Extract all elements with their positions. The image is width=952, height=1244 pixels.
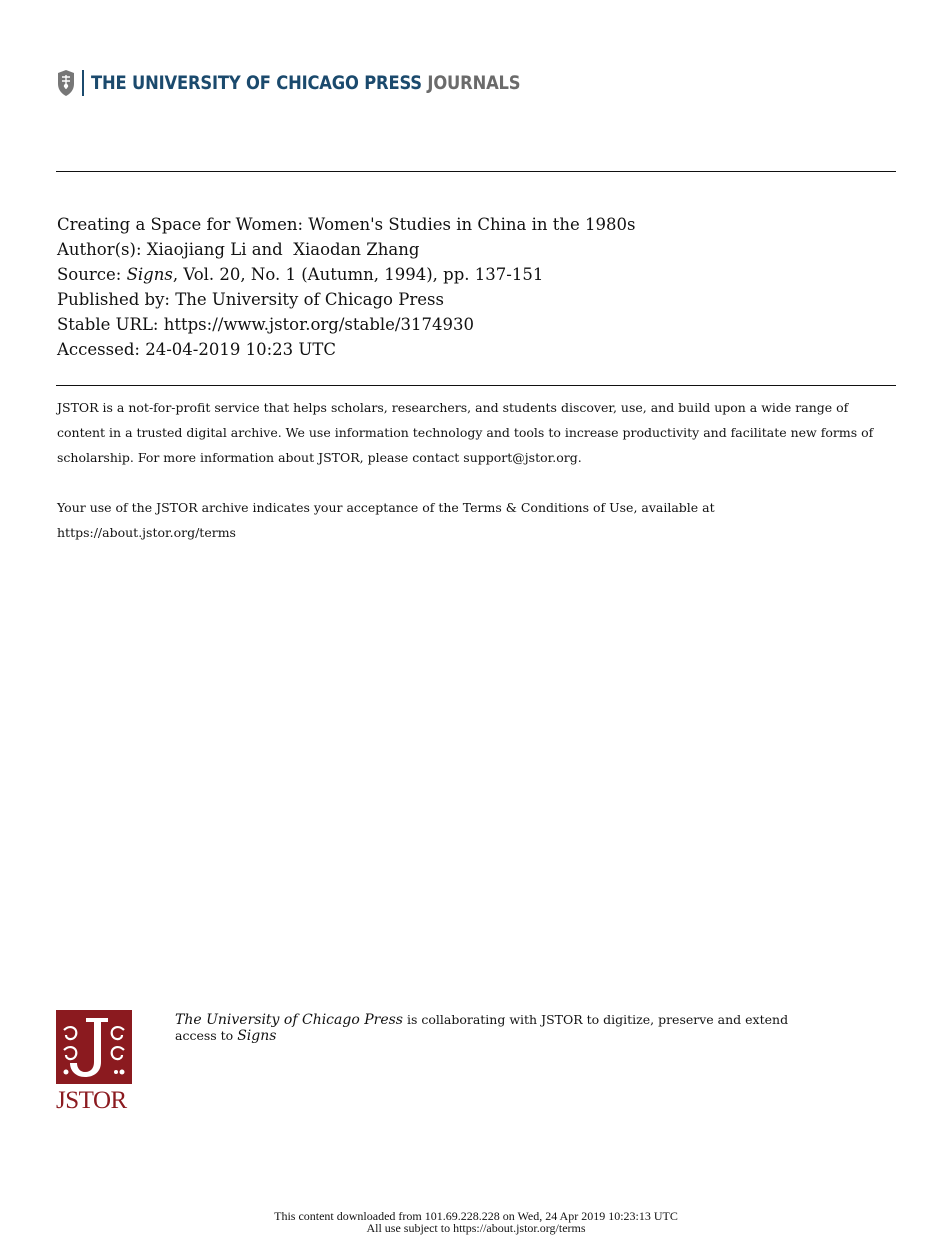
stable-url-line [57, 312, 897, 337]
press-journals-logo [56, 68, 590, 98]
source-details: , Vol. 20, No. 1 (Autumn, 1994), pp. 137-151 [172, 265, 544, 284]
collab-press-name: The University of Chicago Press [175, 1012, 403, 1028]
download-footer [0, 1210, 952, 1234]
notice-paragraph-1: JSTOR is a not-for-profit service that helps scholars, researchers, and students discover, use, and build upon a wide range of content in a trusted digital archive. We use information technology and tools to increase productivity and facilitate new forms of scholarship. For more information about JSTOR, please contact support@jstor.org. [57, 400, 874, 465]
footer-terms: All use subject to https://about.jstor.org/terms [366, 1221, 586, 1235]
press-logo-text [91, 72, 520, 94]
article-title: Creating a Space for Women: Women's Studies in China in the 1980s [57, 215, 636, 234]
authors-line [57, 237, 897, 262]
middle-divider [56, 385, 896, 386]
article-metadata [57, 212, 897, 362]
logo-journals: JOURNALS [427, 72, 521, 94]
publisher-line [57, 287, 897, 312]
top-divider [56, 171, 896, 172]
logo-divider [82, 70, 84, 96]
collaboration-statement [175, 1012, 815, 1044]
authors-value: Xiaojiang Li and Xiaodan Zhang [146, 240, 420, 259]
university-seal-icon [56, 69, 76, 97]
stable-url-label: Stable URL: [57, 315, 159, 334]
accessed-value: 24-04-2019 10:23 UTC [145, 340, 336, 359]
publisher-value: The University of Chicago Press [175, 290, 444, 309]
source-line [57, 262, 897, 287]
collab-text: is collaborating with JSTOR to digitize, preserve and extend access to [175, 1012, 789, 1043]
footer-download-info: This content downloaded from 101.69.228.228 on Wed, 24 Apr 2019 10:23:13 UTC [274, 1209, 678, 1223]
logo-press-name: THE UNIVERSITY OF CHICAGO PRESS [91, 72, 422, 94]
collab-journal: Signs [237, 1028, 277, 1044]
publisher-label: Published by: [57, 290, 170, 309]
jstor-wordmark: JSTOR [56, 1087, 127, 1114]
authors-label: Author(s): [57, 240, 142, 259]
accessed-label: Accessed: [57, 340, 140, 359]
stable-url-link[interactable]: https://www.jstor.org/stable/3174930 [163, 315, 474, 334]
jstor-logo [56, 1010, 134, 1114]
jstor-emblem-icon [56, 1010, 132, 1084]
source-journal: Signs [126, 265, 173, 284]
accessed-line [57, 337, 897, 362]
jstor-notice [57, 395, 897, 545]
notice-paragraph-2: Your use of the JSTOR archive indicates your acceptance of the Terms & Conditions of Use, available at https://about.jstor.org/terms [57, 500, 715, 540]
source-label: Source: [57, 265, 122, 284]
